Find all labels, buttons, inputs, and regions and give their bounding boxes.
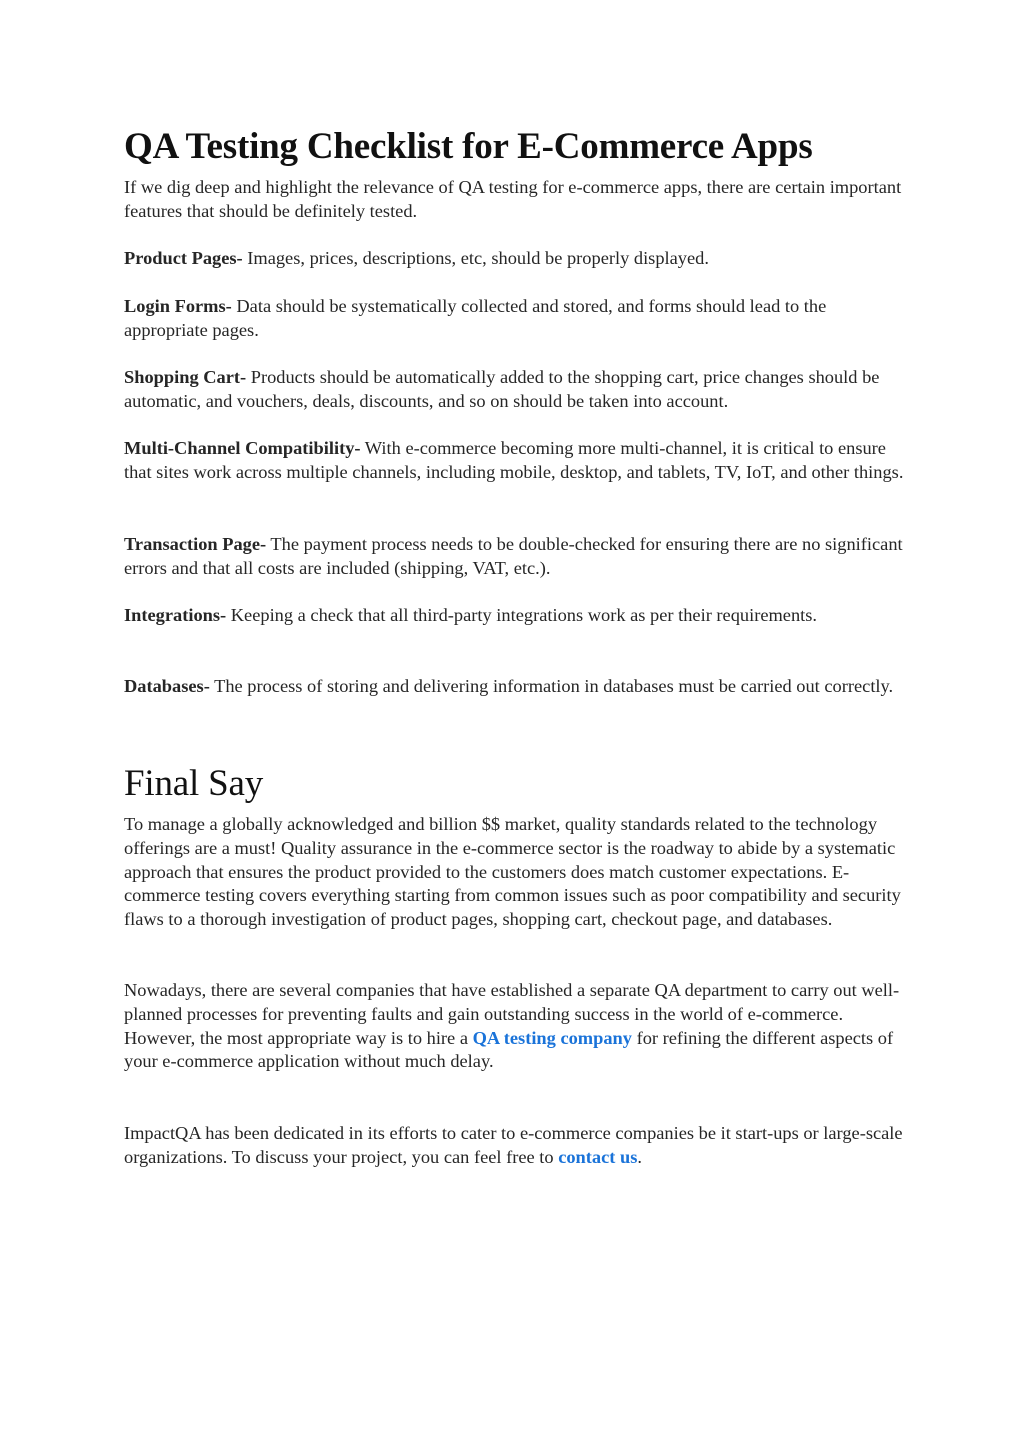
item-text: With e-commerce becoming more multi-channel, it is critical to ensure that sites work across multiple channels, including mobile, desktop, and tablets, TV, IoT, and other things. [124,438,904,482]
item-label: Login Forms- [124,296,232,316]
checklist-item-integrations [124,604,914,628]
intro-paragraph: If we dig deep and highlight the relevance of QA testing for e-commerce apps, there are certain important features that should be definitely tested. [124,177,902,221]
item-text: The payment process needs to be double-checked for ensuring there are no significant errors and that all costs are included (shipping, VAT, etc.). [124,534,903,578]
item-label: Transaction Page- [124,534,267,554]
item-label: Integrations- [124,605,227,625]
paragraph-text: . [637,1146,642,1167]
paragraph-text: ImpactQA has been dedicated in its efforts to cater to e-commerce companies be it start-ups or large-scale organizations. To discuss your project, you can feel free to [124,1123,903,1167]
contact-us-link[interactable]: contact us [558,1146,638,1167]
paragraph-text: Nowadays, there are several companies that have established a separate QA department to carry out well-planned processes for preventing faults and gain outstanding success in the world of e-commerce. However, the most appropriate way is to hire a [124,980,900,1048]
checklist-item-multi-channel [124,437,914,485]
checklist-item-databases [124,675,914,699]
item-text: The process of storing and delivering information in databases must be carried out correctly. [209,676,894,696]
final-say-paragraph-3 [124,1122,914,1170]
item-label: Databases- [124,676,210,696]
item-text: Products should be automatically added to the shopping cart, price changes should be automatic, and vouchers, deals, discounts, and so on should be taken into account. [124,367,880,411]
final-say-paragraph-2 [124,979,914,1074]
item-text: Keeping a check that all third-party integrations work as per their requirements. [226,605,818,625]
item-label: Product Pages- [124,248,243,268]
checklist-item-shopping-cart [124,366,914,414]
item-text: Data should be systematically collected and stored, and forms should lead to the appropriate pages. [124,296,827,340]
section-title-checklist: QA Testing Checklist for E-Commerce Apps [124,126,813,167]
item-label: Multi-Channel Compatibility- [124,438,361,458]
final-say-paragraph-1: To manage a globally acknowledged and billion $$ market, quality standards related to the technology offerings are a must! Quality assurance in the e-commerce sector is the roadway to abide by a systematic approach that ensures the product provided to the customers does match customer expectations. E-commerce testing covers everything starting from common issues such as poor compatibility and security flaws to a thorough investigation of product pages, shopping cart, checkout page, and databases. [124,814,901,930]
checklist-item-login-forms [124,295,914,343]
item-label: Shopping Cart- [124,367,247,387]
qa-testing-company-link[interactable]: QA testing company [472,1027,632,1048]
paragraph-text: for refining the different aspects of your e-commerce application without much delay. [124,1027,894,1072]
checklist-item-product-pages [124,247,914,271]
section-title-final-say: Final Say [124,763,264,804]
checklist-item-transaction-page [124,533,914,581]
item-text: Images, prices, descriptions, etc, should be properly displayed. [242,248,709,268]
